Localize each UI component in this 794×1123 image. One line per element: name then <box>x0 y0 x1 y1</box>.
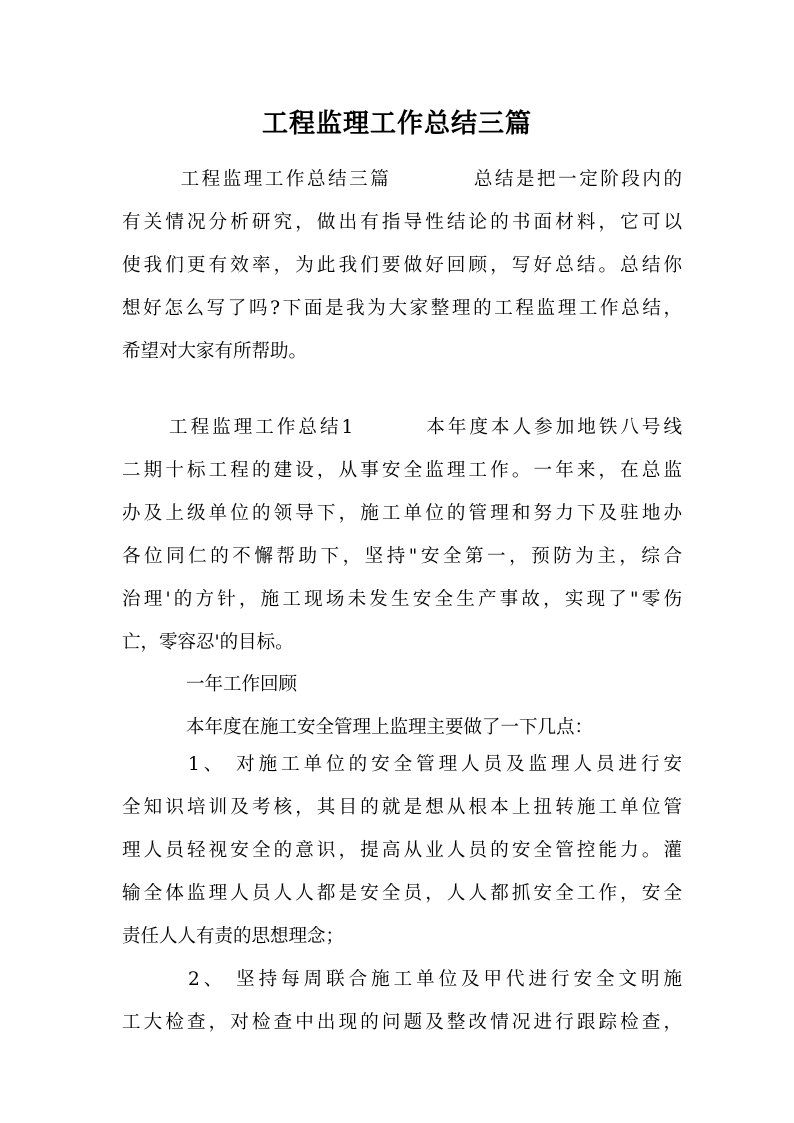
section1-line-6: 亡，零容忍'的目标。 <box>122 632 294 653</box>
intro-line-2: 有关情况分析研究，做出有指导性结论的书面材料，它可以 <box>122 212 682 233</box>
item1-line-2: 全知识培训及考核，其目的就是想从根本上扭转施工单位管 <box>122 797 682 818</box>
item1-line-3: 理人员轻视安全的意识，提高从业人员的安全管控能力。灌 <box>122 840 682 861</box>
section1-line-2: 二期十标工程的建设，从事安全监理工作。一年来，在总监 <box>122 460 682 481</box>
item2-line-1-text: 2、 坚持每周联合施工单位及甲代进行安全文明施 <box>188 969 682 990</box>
review-intro-text: 本年度在施工安全管理上监理主要做了一下几点： <box>186 717 594 738</box>
section1-line-3: 办及上级单位的领导下，施工单位的管理和努力下及驻地办 <box>122 503 682 524</box>
item2-line-1 <box>122 958 682 1001</box>
intro-line-1-b: 总结是把一定阶段内的 <box>471 169 682 190</box>
item1-line-5: 责任人人有责的思想理念； <box>122 926 345 947</box>
document-title: 工程监理工作总结三篇 <box>261 109 532 139</box>
item1-line-4: 输全体监理人员人人都是安全员，人人都抓安全工作，安全 <box>122 883 682 904</box>
section1-line-1-a: 工程监理工作总结1 <box>166 417 354 438</box>
review-heading <box>186 663 686 706</box>
item2-paragraph <box>122 958 682 1044</box>
intro-line-5: 希望对大家有所帮助。 <box>122 341 308 362</box>
intro-line-1-a: 工程监理工作总结三篇 <box>178 169 392 190</box>
intro-paragraph <box>122 158 682 373</box>
item2-line-2: 工大检查，对检查中出现的问题及整改情况进行跟踪检查， <box>122 1012 682 1033</box>
intro-line-3: 使我们更有效率，为此我们要做好回顾，写好总结。总结你 <box>122 255 682 276</box>
section1-paragraph <box>122 406 682 664</box>
section1-line-5: 治理'的方针，施工现场未发生安全生产事故，实现了"零伤 <box>122 589 682 610</box>
intro-line-4: 想好怎么写了吗?下面是我为大家整理的工程监理工作总结， <box>122 298 682 319</box>
intro-line-1 <box>122 158 682 201</box>
item1-paragraph <box>122 743 682 958</box>
review-heading-text: 一年工作回顾 <box>186 674 298 695</box>
item1-line-1 <box>122 743 682 786</box>
section1-line-4: 各位同仁的不懈帮助下，坚持"安全第一，预防为主，综合 <box>122 546 682 567</box>
section1-line-1-b: 本年度本人参加地铁八号线 <box>423 417 682 438</box>
section1-line-1 <box>122 406 682 449</box>
item1-line-1-text: 1、 对施工单位的安全管理人员及监理人员进行安 <box>188 754 682 775</box>
